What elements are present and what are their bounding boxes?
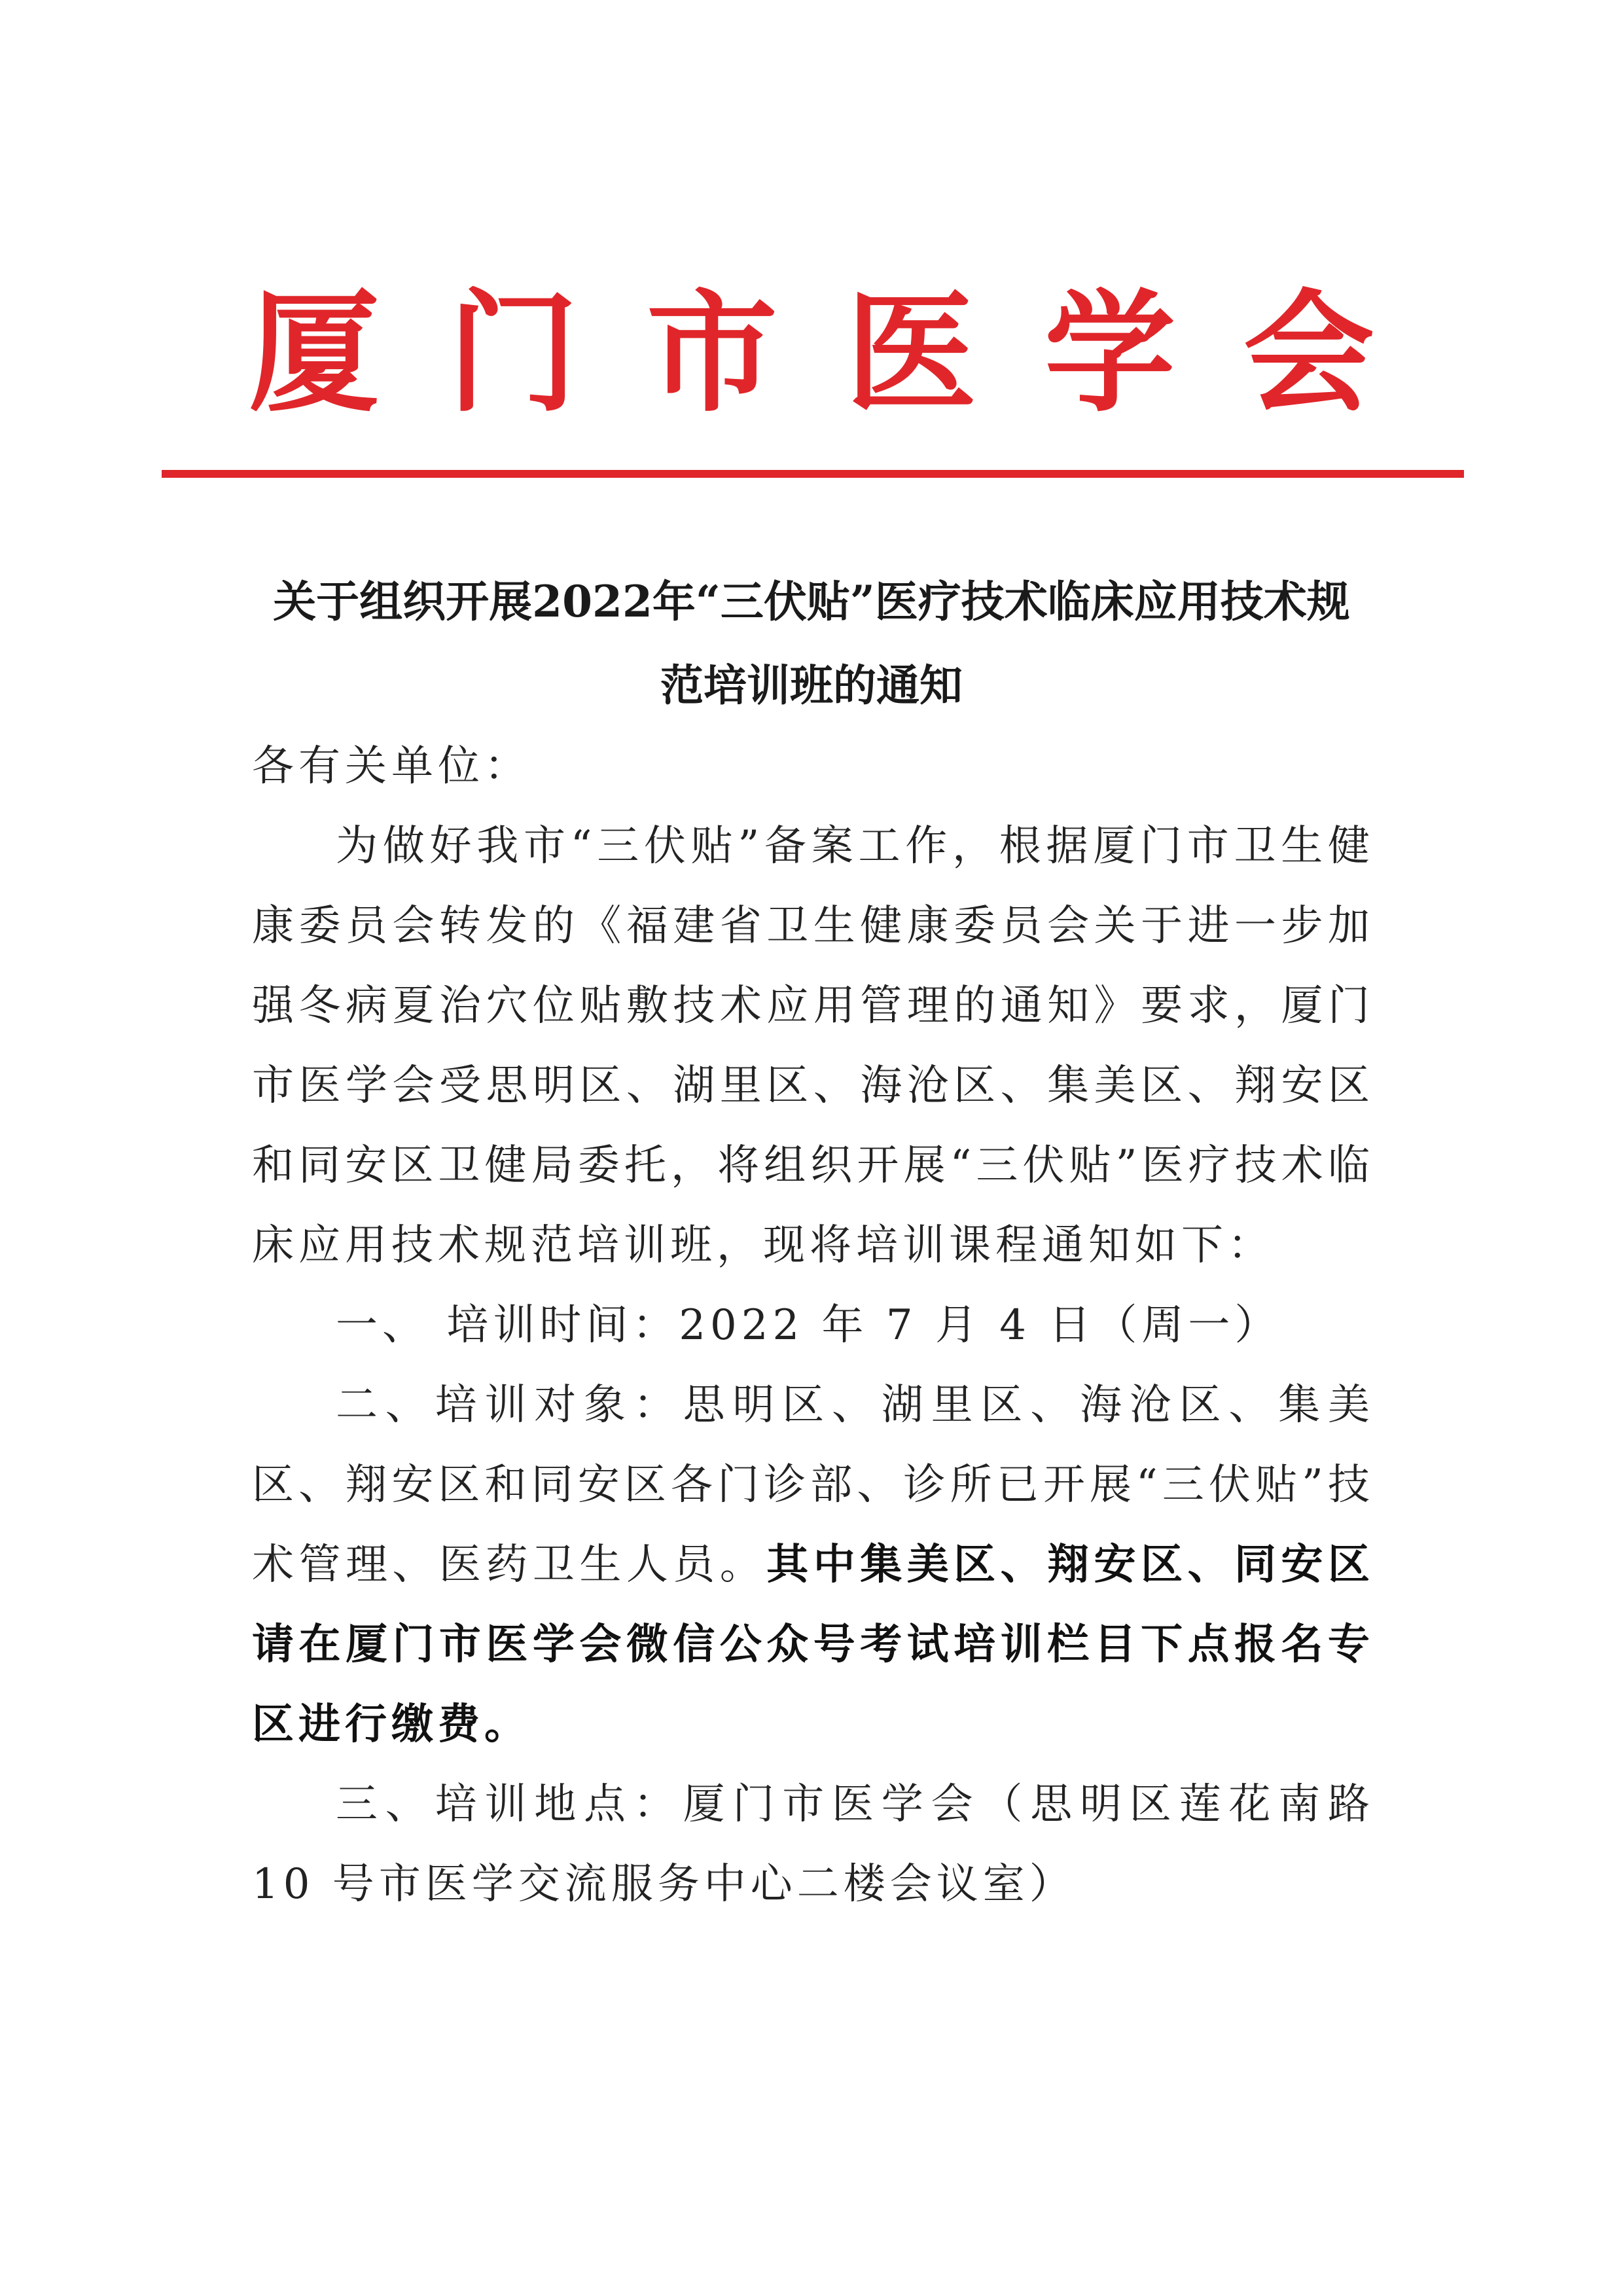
notice-body: [252, 726, 1374, 1924]
item-training-location: 三、培训地点：厦门市医学会（思明区莲花南路 10 号市医学交流服务中心二楼会议室）: [252, 1780, 1374, 1909]
item-training-audience: [252, 1365, 1374, 1765]
letterhead-char: 厦: [249, 276, 380, 430]
salutation: 各有关单位：: [252, 742, 531, 791]
notice-title-line-1: 关于组织开展2022年“三伏贴”医疗技术临床应用技术规: [273, 576, 1350, 627]
letterhead-red-rule: [162, 470, 1464, 478]
intro-paragraph: 为做好我市“三伏贴”备案工作，根据厦门市卫生健康委员会转发的《福建省卫生健康委员会关于进一步加强冬病夏治穴位贴敷技术应用管理的通知》要求，厦门市医学会受思明区、湖里区、海沧区、集美区、翔安区和同安区卫健局委托，将组织开展“三伏贴”医疗技术临床应用技术规范培训班，现将培训课程通知如下：: [252, 822, 1374, 1270]
letterhead-char: 学: [1044, 276, 1175, 430]
letterhead-char: 门: [447, 276, 579, 430]
letterhead-char: 会: [1243, 276, 1374, 430]
notice-title: [216, 560, 1407, 727]
item-training-time: 一、 培训时间：2022 年 7 月 4 日（周一）: [336, 1301, 1281, 1350]
letterhead-org-name: [249, 275, 1374, 432]
letterhead-char: 医: [845, 276, 976, 430]
letterhead-char: 市: [646, 276, 777, 430]
payment-instruction: 其中集美区、翔安区、同安区请在厦门市医学会微信公众号考试培训栏目下点报名专区进行缴费。: [252, 1540, 1375, 1749]
item-training-audience-text: 二、培训对象：思明区、湖里区、海沧区、集美区、翔安区和同安区各门诊部、诊所已开展“三伏贴”技术管理、医药卫生人员。: [252, 1381, 1374, 1589]
notice-title-line-2: 范培训班的通知: [660, 660, 963, 711]
